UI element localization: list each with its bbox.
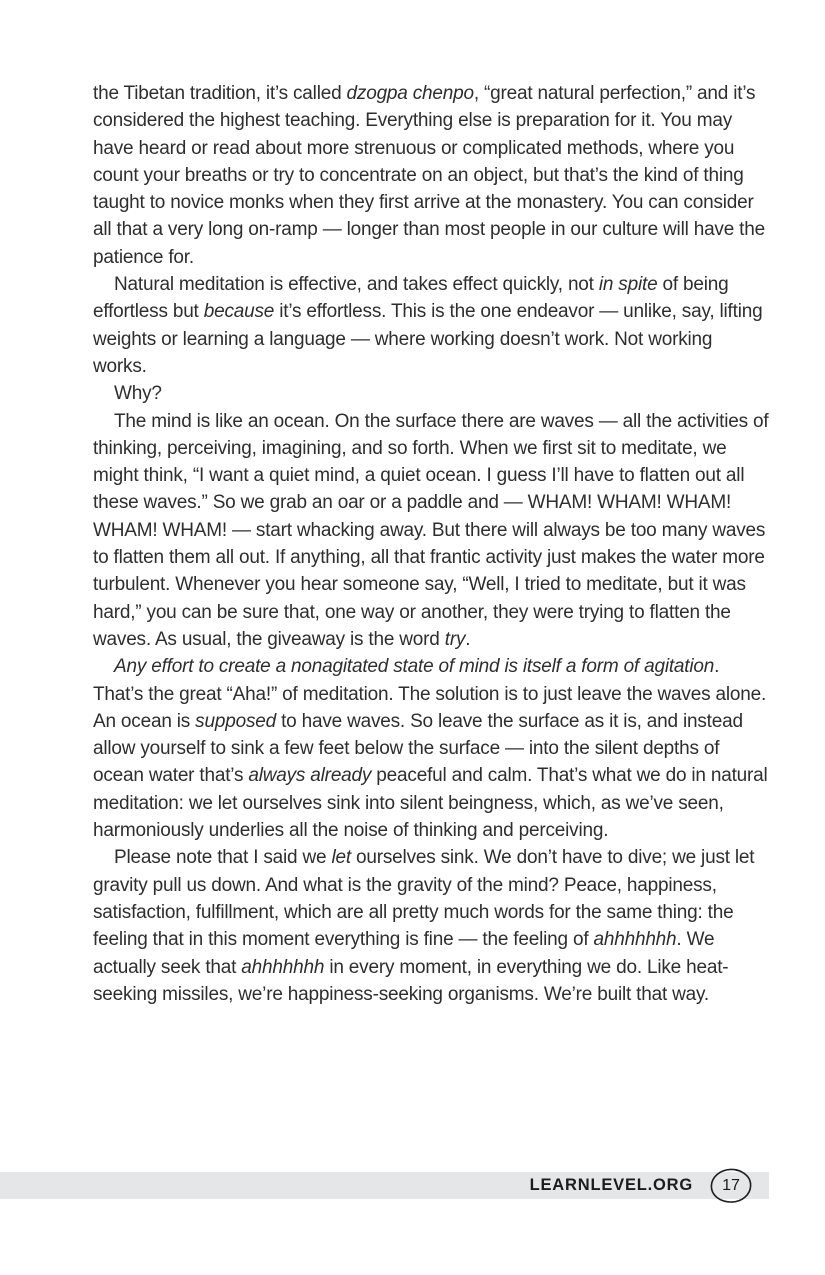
- paragraph: [93, 80, 771, 271]
- italic-text: let: [331, 847, 351, 869]
- body-text: of being effortless but: [93, 274, 729, 323]
- italic-text: ahhhhhhh: [241, 956, 325, 978]
- body-text: Please note that I said we: [114, 847, 332, 869]
- body-text: ourselves sink. We don’t have to dive; we just let gravity pull us down. And what is the gravity of the mind? Peace, happiness, satisfaction, fulfillment, which are all pretty much words for the same thing: the feeling that in this moment everything is fine — the feeling of: [93, 847, 755, 951]
- body-text: Why?: [114, 383, 162, 405]
- paragraph: [93, 653, 771, 844]
- body-text: in every moment, in everything we do. Like heat-seeking missiles, we’re happiness-seeking organisms. We’re built that way.: [93, 956, 729, 1005]
- italic-text: because: [203, 301, 275, 323]
- italic-text: try: [444, 628, 466, 650]
- italic-text: Any effort to create a nonagitated state of mind is itself a form of agitation: [114, 656, 715, 678]
- italic-text: always already: [248, 765, 372, 787]
- body-text: .: [465, 628, 471, 650]
- paragraph: [93, 408, 771, 654]
- body-text: it’s effortless. This is the one endeavor — unlike, say, lifting weights or learning a language — where working doesn’t work. Not working works.: [93, 301, 763, 377]
- body-text: the Tibetan tradition, it’s called: [93, 83, 347, 104]
- body-text: peaceful and calm. That’s what we do in natural meditation: we let ourselves sink into silent beingness, which, as we’ve seen, harmoniously underlies all the noise of thinking and perceiving.: [93, 765, 768, 842]
- italic-text: supposed: [195, 710, 276, 732]
- italic-text: in spite: [598, 274, 658, 296]
- paragraph: [93, 271, 771, 380]
- body-text: , “great natural perfection,” and it’s considered the highest teaching. Everything else is preparation for it. You may have heard or read about more strenuous or complicated methods, where you count your breaths or try to concentrate on an object, but that’s the kind of thing taught to novice monks when they first arrive at the monastery. You can consider all that a very long on-ramp — longer than most people in our culture will have the patience for.: [93, 83, 765, 268]
- body-text: . We actually seek that: [93, 929, 715, 978]
- body-text: to have waves. So leave the surface as it is, and instead allow yourself to sink a few feet below the surface — into the silent depths of ocean water that’s: [93, 710, 743, 787]
- page-number: 17: [722, 1177, 740, 1194]
- footer-site-label: LEARNLEVEL.ORG: [529, 1176, 693, 1194]
- page-text: [93, 80, 771, 1008]
- italic-text: ahhhhhhh: [593, 929, 677, 951]
- paragraph: [93, 844, 771, 1008]
- body-text: The mind is like an ocean. On the surface there are waves — all the activities of thinking, perceiving, imagining, and so forth. When we first sit to meditate, we might think, “I want a quiet mind, a quiet ocean. I guess I’ll have to flatten out all these waves.” So we grab an oar or a paddle and — WHAM! WHAM! WHAM! WHAM! WHAM! — start whacking away. But there will always be too many waves to flatten them all out. If anything, all that frantic activity just makes the water more turbulent. Whenever you hear someone say, “Well, I tried to meditate, but it was hard,” you can be sure that, one way or another, they were trying to flatten the waves. As usual, the giveaway is the word: [93, 410, 769, 650]
- body-text: Natural meditation is effective, and takes effect quickly, not: [114, 274, 599, 296]
- footer-bar: [0, 1172, 769, 1199]
- paragraph: [93, 380, 771, 407]
- body-text: . That’s the great “Aha!” of meditation. The solution is to just leave the waves alone. An ocean is: [93, 656, 767, 732]
- italic-text: dzogpa chenpo: [346, 83, 474, 104]
- page-number-circle: [708, 1166, 754, 1206]
